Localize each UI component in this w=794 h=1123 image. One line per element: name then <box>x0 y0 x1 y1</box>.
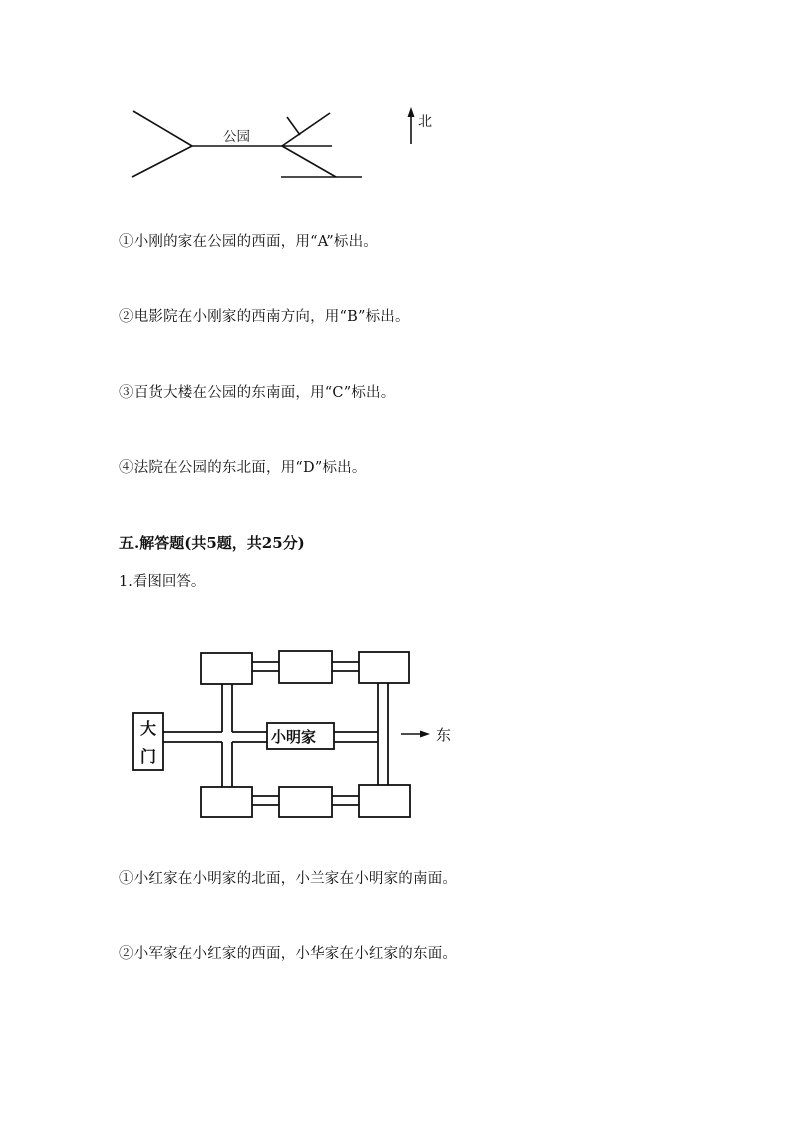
gate-label-char1: 大 <box>140 719 157 738</box>
road-line <box>282 146 336 177</box>
house-block <box>201 787 252 817</box>
east-arrow-head <box>420 731 430 738</box>
park-label: 公园 <box>223 129 250 145</box>
item-1-label: 1.看图回答。 <box>119 574 206 590</box>
house-block <box>279 651 332 683</box>
question-4: ④法院在公园的东北面，用“D”标出。 <box>119 460 367 476</box>
house-block <box>201 653 252 684</box>
home-label: 小明家 <box>271 728 317 746</box>
north-label: 北 <box>418 114 432 130</box>
question-5: ①小红家在小明家的北面，小兰家在小明家的南面。 <box>119 871 458 887</box>
road-line <box>287 117 300 135</box>
east-label: 东 <box>436 726 452 744</box>
house-block <box>279 787 332 817</box>
road-line <box>282 113 330 146</box>
road-line <box>133 111 192 146</box>
question-2: ②电影院在小刚家的西南方向，用“B”标出。 <box>119 309 410 325</box>
question-1: ①小刚的家在公园的西面，用“A”标出。 <box>119 234 378 250</box>
house-block <box>359 785 410 817</box>
question-6: ②小军家在小红家的西面，小华家在小红家的东面。 <box>119 946 458 962</box>
question-3: ③百货大楼在公园的东南面，用“C”标出。 <box>119 385 396 401</box>
section-heading: 五.解答题(共5题，共25分) <box>119 534 305 552</box>
house-block <box>359 652 409 683</box>
gate-label-char2: 门 <box>140 747 157 766</box>
neighborhood-map-diagram <box>0 630 794 830</box>
park-map-diagram <box>0 0 794 200</box>
north-arrow-head <box>408 107 415 117</box>
road-line <box>132 146 192 177</box>
